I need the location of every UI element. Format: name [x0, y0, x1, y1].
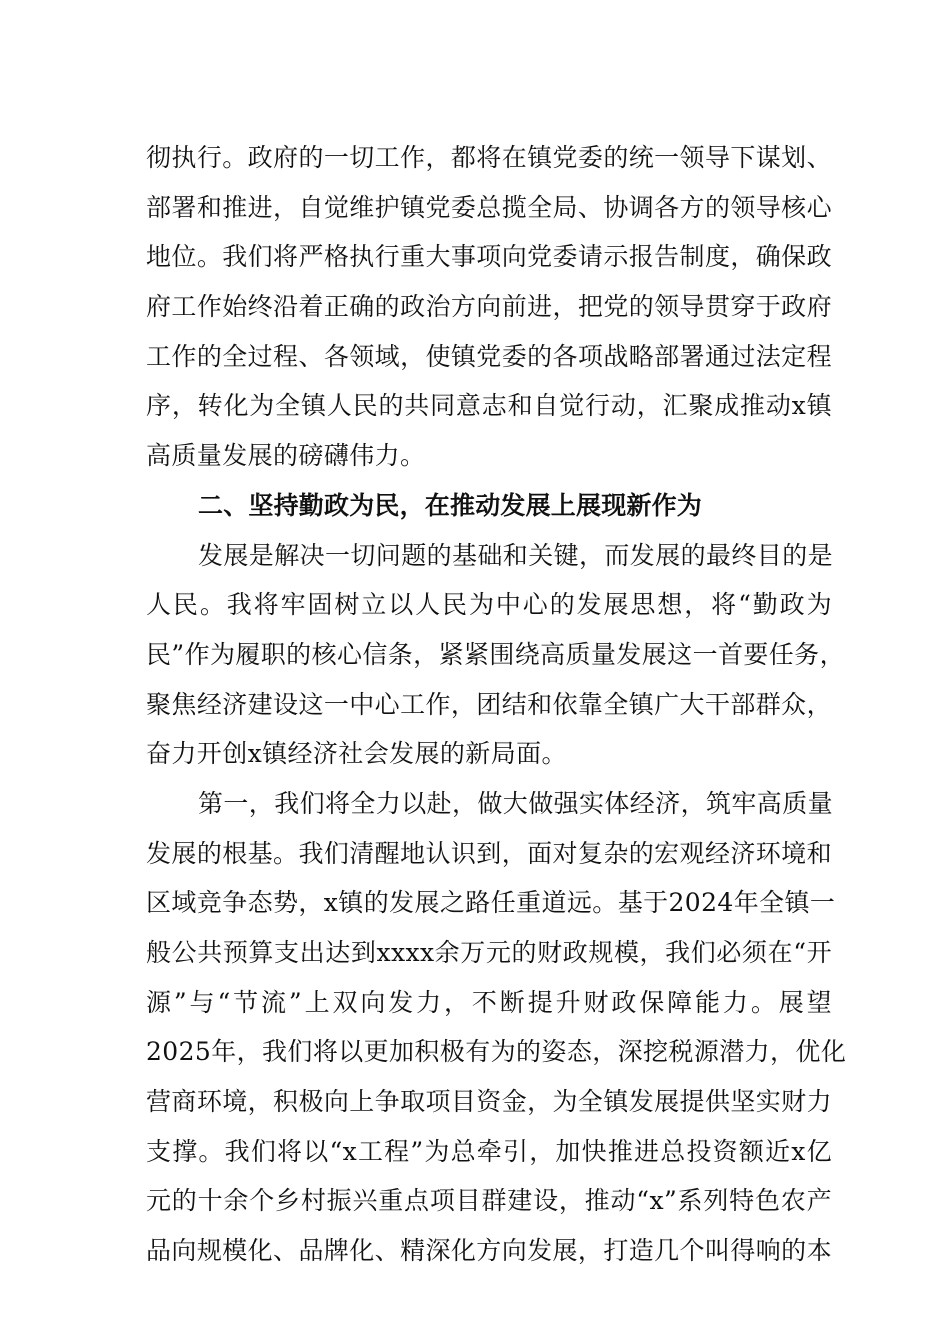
text-line: 聚焦经济建设这一中心工作，团结和依靠全镇广大干部群众，: [146, 689, 832, 719]
body-text: [146, 133, 847, 1276]
text-line: 般公共预算支出达到xxxx余万元的财政规模，我们必须在“开: [146, 938, 832, 967]
text-line: 民”作为履职的核心信条，紧紧围绕高质量发展这一首要任务，: [146, 639, 845, 669]
text-line: 府工作始终沿着正确的政治方向前进，把党的领导贯穿于政府: [146, 292, 832, 322]
text-line: 人民。我将牢固树立以人民为中心的发展思想，将“勤政为: [146, 590, 832, 620]
text-line: 品向规模化、品牌化、精深化方向发展，打造几个叫得响的本: [146, 1236, 832, 1266]
text-line: 2025年，我们将以更加积极有为的姿态，深挖税源潜力，优化: [146, 1037, 847, 1067]
text-line: 高质量发展的磅礴伟力。: [146, 441, 426, 471]
text-line: 源”与“节流”上双向发力，不断提升财政保障能力。展望: [146, 987, 832, 1017]
text-line: 部署和推进，自觉维护镇党委总揽全局、协调各方的领导核心: [146, 192, 832, 222]
section-heading: 二、坚持勤政为民，在推动发展上展现新作为: [198, 490, 703, 520]
text-line: 元的十余个乡村振兴重点项目群建设，推动“x”系列特色农产: [146, 1186, 832, 1216]
text-line: 发展的根基。我们清醒地认识到，面对复杂的宏观经济环境和: [146, 838, 832, 868]
text-line: 彻执行。政府的一切工作，都将在镇党委的统一领导下谋划、: [146, 143, 832, 172]
text-line: 地位。我们将严格执行重大事项向党委请示报告制度，确保政: [146, 242, 832, 272]
text-line: 序，转化为全镇人民的共同意志和自觉行动，汇聚成推动x镇: [146, 391, 832, 421]
text-line: 营商环境，积极向上争取项目资金，为全镇发展提供坚实财力: [146, 1087, 832, 1117]
text-line: 区域竞争态势，x镇的发展之路任重道远。基于2024年全镇一: [146, 888, 836, 918]
text-line: 发展是解决一切问题的基础和关键，而发展的最终目的是: [198, 540, 834, 570]
text-line: 奋力开创x镇经济社会发展的新局面。: [146, 739, 567, 769]
text-line: 支撑。我们将以“x工程”为总牵引，加快推进总投资额近x亿: [146, 1136, 832, 1166]
text-line: 第一，我们将全力以赴，做大做强实体经济，筑牢高质量: [198, 788, 834, 818]
text-line: 工作的全过程、各领域，使镇党委的各项战略部署通过法定程: [146, 341, 832, 371]
